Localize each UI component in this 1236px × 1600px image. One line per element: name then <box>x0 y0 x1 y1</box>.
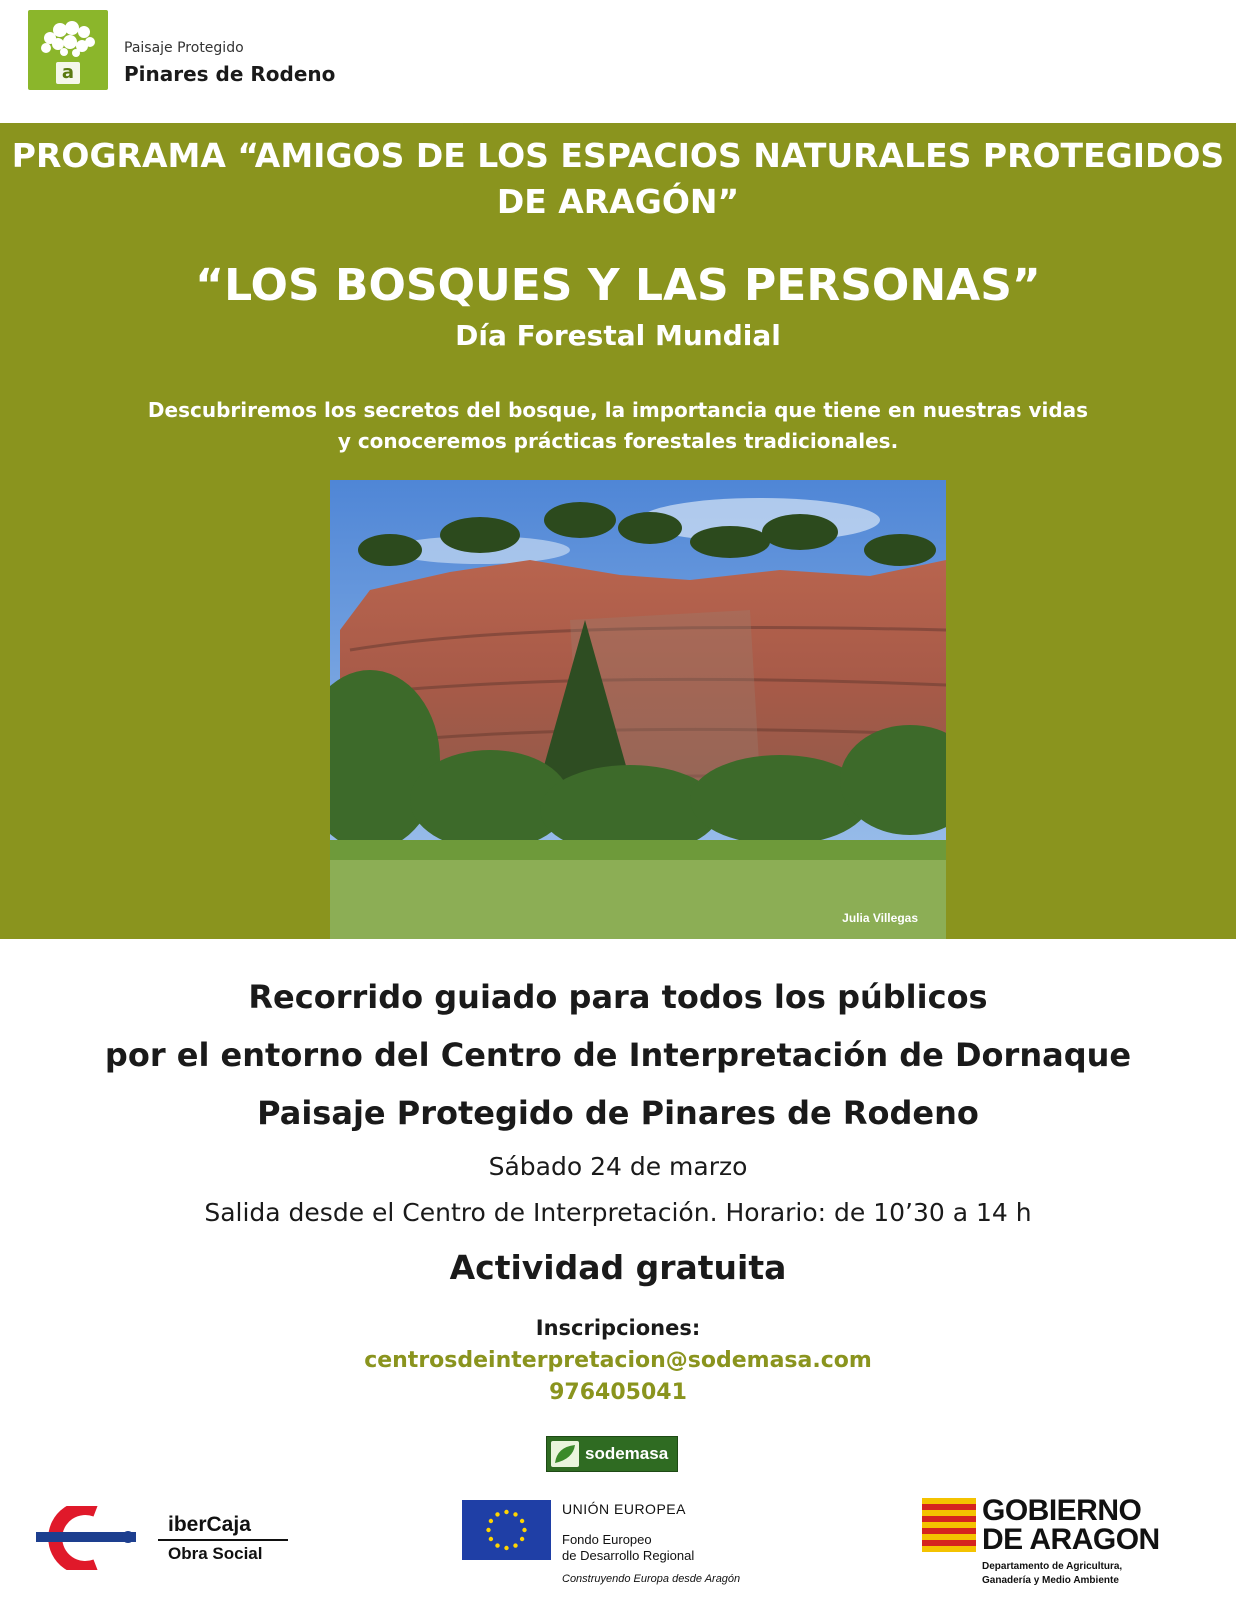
aragon-flag-icon <box>922 1498 976 1552</box>
ibercaja-divider <box>158 1539 288 1541</box>
event-date: Sábado 24 de marzo <box>488 1152 748 1181</box>
sodemasa-name: sodemasa <box>585 1444 669 1463</box>
sodemasa-logo <box>546 1436 678 1472</box>
logo-subtitle: Paisaje Protegido <box>124 40 244 56</box>
park-logo <box>28 10 108 90</box>
forest-photo <box>330 480 946 939</box>
event-schedule: Salida desde el Centro de Interpretación. Horario: de 10’30 a 14 h <box>204 1198 1032 1227</box>
event-title: “LOS BOSQUES Y LAS PERSONAS” <box>195 260 1041 311</box>
aragon-dept-line2: Ganadería y Medio Ambiente <box>982 1575 1119 1586</box>
eu-fund <box>562 1532 762 1564</box>
logo-name: Pinares de Rodeno <box>124 62 336 86</box>
aragon-name-line2: DE ARAGON <box>982 1523 1160 1556</box>
description-line2: y conoceremos prácticas forestales tradicionales. <box>337 429 899 453</box>
description-line1: Descubriremos los secretos del bosque, la importancia que tiene en nuestras vidas <box>147 398 1089 422</box>
registration-label: Inscripciones: <box>535 1316 701 1340</box>
eu-slogan: Construyendo Europa desde Aragón <box>562 1573 741 1585</box>
logo-letter: a <box>56 62 80 84</box>
detail-line3: Paisaje Protegido de Pinares de Rodeno <box>257 1094 979 1132</box>
registration-email[interactable]: centrosdeinterpretacion@sodemasa.com <box>364 1348 872 1373</box>
tree-icon <box>36 18 100 58</box>
eu-title: UNIÓN EUROPEA <box>562 1501 686 1517</box>
event-subtitle: Día Forestal Mundial <box>455 319 781 352</box>
photo-credit: Julia Villegas <box>842 911 918 925</box>
detail-line1: Recorrido guiado para todos los públicos <box>248 978 988 1016</box>
eu-fund-line2: de Desarrollo Regional <box>562 1548 695 1563</box>
program-title <box>0 133 1236 225</box>
program-title-line2: DE ARAGÓN” <box>496 182 740 221</box>
eu-fund-line1: Fondo Europeo <box>562 1532 652 1547</box>
ibercaja-subtitle: Obra Social <box>168 1544 263 1563</box>
detail-line2: por el entorno del Centro de Interpretación de Dornaque <box>104 1036 1132 1074</box>
eu-flag-icon <box>462 1500 551 1560</box>
registration-phone[interactable]: 976405041 <box>549 1380 687 1405</box>
leaf-icon <box>551 1441 579 1467</box>
ibercaja-name: iberCaja <box>168 1513 251 1536</box>
aragon-dept-line1: Departamento de Agricultura, <box>982 1561 1123 1572</box>
aragon-department <box>982 1560 1182 1588</box>
event-price: Actividad gratuita <box>449 1248 787 1287</box>
aragon-name-line1: GOBIERNO <box>982 1494 1142 1527</box>
ibercaja-logo-icon <box>36 1506 142 1570</box>
program-title-line1: PROGRAMA “AMIGOS DE LOS ESPACIOS NATURALES PROTEGIDOS <box>11 136 1225 175</box>
event-description <box>0 395 1236 457</box>
aragon-name <box>982 1496 1160 1554</box>
green-banner <box>0 123 1236 939</box>
